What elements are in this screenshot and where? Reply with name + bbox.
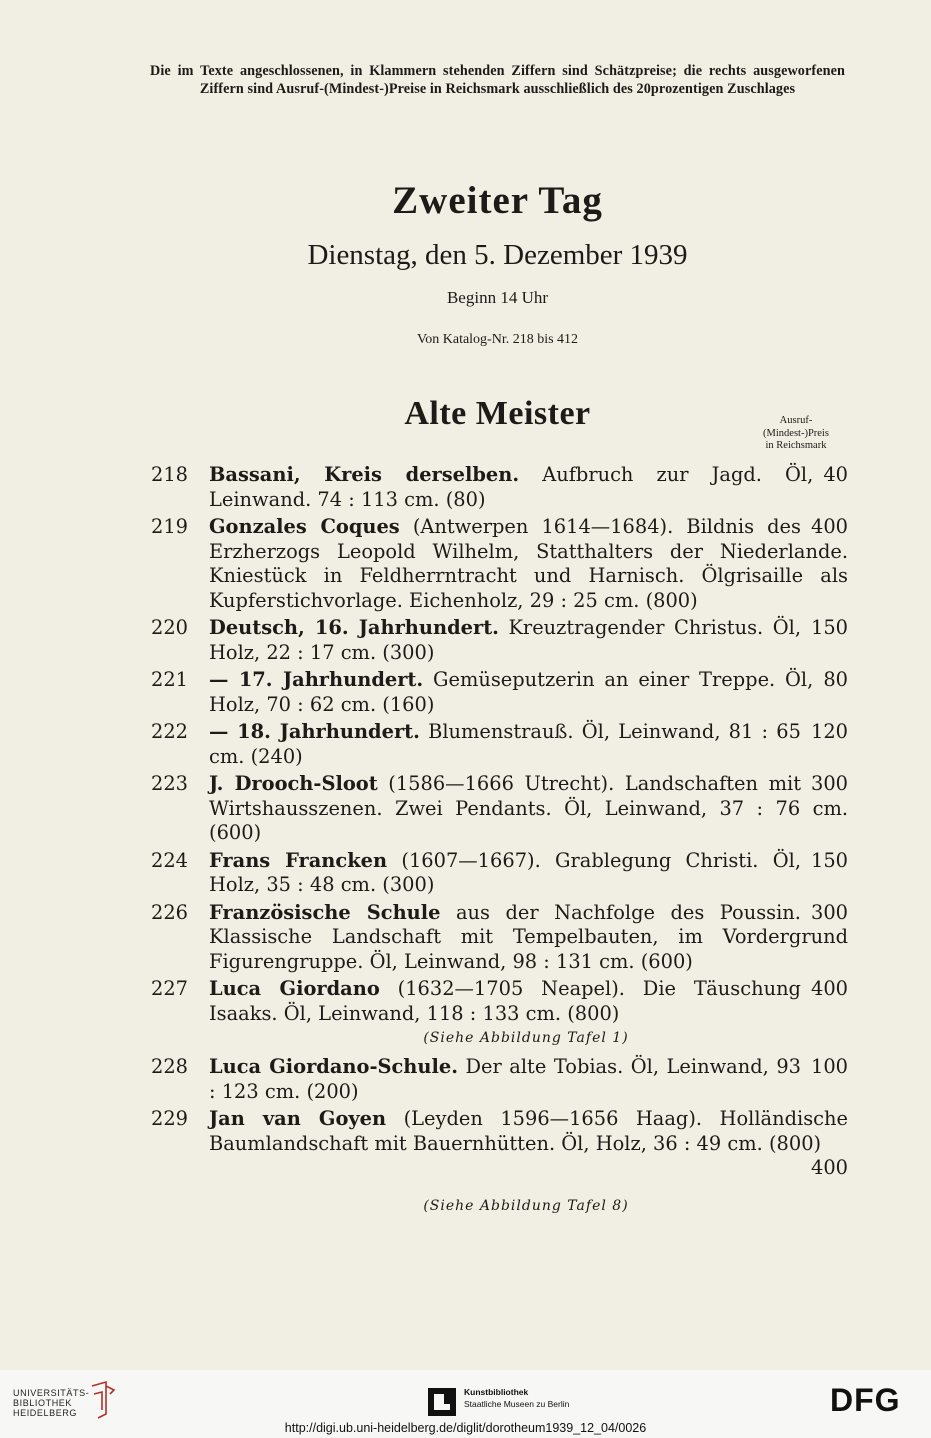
lot-entry [148,901,848,975]
lot-price: 120 [810,720,848,743]
lot-text: (Leyden 1596—1656 Haag). Holländische Baumlandschaft mit Bauernhütten. Öl, Holz, 36 : 49 cm. (800) [209,1107,848,1155]
lot-artist: Jan van Goyen [209,1107,387,1130]
lot-description [209,849,848,898]
kunstbibliothek-icon [428,1388,456,1416]
lot-number: 222 [151,720,189,743]
lot-artist: Gonzales Coques [209,515,400,538]
lot-entry [148,977,848,1026]
lot-entry [148,772,848,846]
lot-artist: Luca Giordano-Schule. [209,1055,458,1078]
lot-price: 100 [810,1055,848,1078]
lot-text: Der alte Tobias. Öl, Leinwand, 93 : 123 cm. (200) [209,1055,801,1103]
lot-artist: J. Drooch-Sloot [209,772,378,795]
lot-text: Kreuztragender Christus. Öl, Holz, 22 : 17 cm. (300) [209,616,801,664]
lot-description [209,1107,848,1181]
university-logo-icon[interactable] [88,1380,118,1420]
lot-description [209,1055,848,1104]
start-time: Beginn 14 Uhr [446,288,549,307]
lot-number: 226 [151,900,189,924]
estimate-notice: Die im Texte angeschlossenen, in Klammern stehenden Ziffern sind Schätzpreise; die rechts ausgeworfenen Ziffern sind Ausruf-(Mindest-)Preise in Reichsmark ausschließlich des 20prozentigen Zuschlages [150,63,845,97]
lot-description [209,668,848,717]
lot-number: 221 [151,668,189,691]
lot-number: 220 [151,616,189,639]
lot-entry [148,616,848,665]
lot-description [209,616,848,665]
lot-artist: Frans Francken [209,848,388,872]
lot-text: Aufbruch zur Jagd. Öl, Leinwand. 74 : 113 cm. (80) [209,463,814,511]
price-header-line: (Mindest-)Preis [763,427,829,439]
lot-number: 227 [151,977,189,1000]
lot-text: (1586—1666 Utrecht). Landschaften mit Wirtshausszenen. Zwei Pendants. Öl, Leinwand, 37 : 76 cm. (600) [209,772,848,844]
illustration-note: (Siehe Abbildung Tafel 8) [423,1197,629,1214]
lot-text: Blumenstrauß. Öl, Leinwand, 81 : 65 cm. (240) [209,720,801,768]
lot-number: 223 [151,772,189,795]
lot-price: 150 [810,848,848,872]
auction-date: Dienstag, den 5. Dezember 1939 [307,239,688,271]
lot-text: (1607—1667). Grablegung Christi. Öl, Holz, 35 : 48 cm. (300) [209,848,801,896]
lot-description [209,463,848,512]
lot-price: 300 [810,900,848,924]
lot-list [148,463,848,1223]
lot-price: 400 [810,1156,848,1179]
lot-entry [148,1107,848,1181]
footer-bar [0,1370,931,1438]
lot-description [209,515,848,613]
lot-description [209,977,848,1026]
university-library-label[interactable] [13,1388,89,1418]
lot-entry [148,849,848,898]
source-url-link[interactable]: http://digi.ub.uni-heidelberg.de/diglit/dorotheum1939_12_04/0026 [284,1421,647,1435]
lot-text: (1632—1705 Neapel). Die Täuschung Isaaks. Öl, Leinwand, 118 : 133 cm. (800) [209,977,801,1025]
price-header-line: Ausruf- [779,415,813,426]
lot-description [209,720,848,769]
lot-entry [148,720,848,769]
lot-entry [148,515,848,613]
price-header-line: in Reichsmark [765,440,827,451]
lot-number: 229 [151,1107,189,1130]
university-line: BIBLIOTHEK [13,1398,73,1408]
catalog-range: Von Katalog-Nr. 218 bis 412 [416,332,579,347]
dfg-logo[interactable]: DFG [830,1382,901,1418]
lot-text: Gemüseputzerin an einer Treppe. Öl, Holz, 70 : 62 cm. (160) [209,668,814,716]
lot-description [209,901,848,975]
lot-number: 218 [151,463,189,486]
university-line: HEIDELBERG [13,1408,78,1418]
lot-price: 80 [823,668,848,691]
price-column-header [740,415,852,453]
lot-entry [148,1055,848,1104]
lot-number: 228 [151,1055,189,1078]
day-title: Zweiter Tag [392,179,603,222]
lot-description [209,772,848,846]
lot-artist: — 17. Jahrhundert. [209,668,424,691]
museen-name: Staatliche Museen zu Berlin [464,1399,570,1409]
lot-price: 40 [823,463,848,486]
lot-number: 219 [151,515,189,538]
illustration-note: (Siehe Abbildung Tafel 1) [423,1030,629,1046]
section-title: Alte Meister [404,395,591,432]
lot-price: 400 [810,515,848,538]
lot-entry [148,463,848,512]
lot-number: 224 [151,848,189,872]
kunstbibliothek-text [464,1386,569,1410]
lot-text: aus der Nachfolge des Poussin. Klassische Landschaft mit Tempelbauten, im Vordergrund Figurengruppe. Öl, Leinwand, 98 : 131 cm. (600) [209,900,848,973]
lot-artist: Deutsch, 16. Jahrhundert. [209,616,499,639]
lot-price: 400 [810,977,848,1000]
kunstbibliothek-name: Kunstbibliothek [464,1387,529,1397]
lot-entry [148,668,848,717]
lot-artist: Französische Schule [209,900,441,924]
lot-text: (Antwerpen 1614—1684). Bildnis des Erzherzogs Leopold Wilhelm, Statthalters der Niederlande. Kniestück in Feldherrntracht und Harnisch. Ölgrisaille als Kupferstichvorlage. Eichenholz, 29 : 25 cm. (800) [209,515,848,612]
lot-price: 150 [810,616,848,639]
lot-price: 300 [810,772,848,795]
university-line: UNIVERSITÄTS- [13,1388,90,1398]
lot-artist: Luca Giordano [209,977,380,1000]
lot-artist: — 18. Jahrhundert. [209,720,420,743]
lot-artist: Bassani, Kreis derselben. [209,463,520,486]
